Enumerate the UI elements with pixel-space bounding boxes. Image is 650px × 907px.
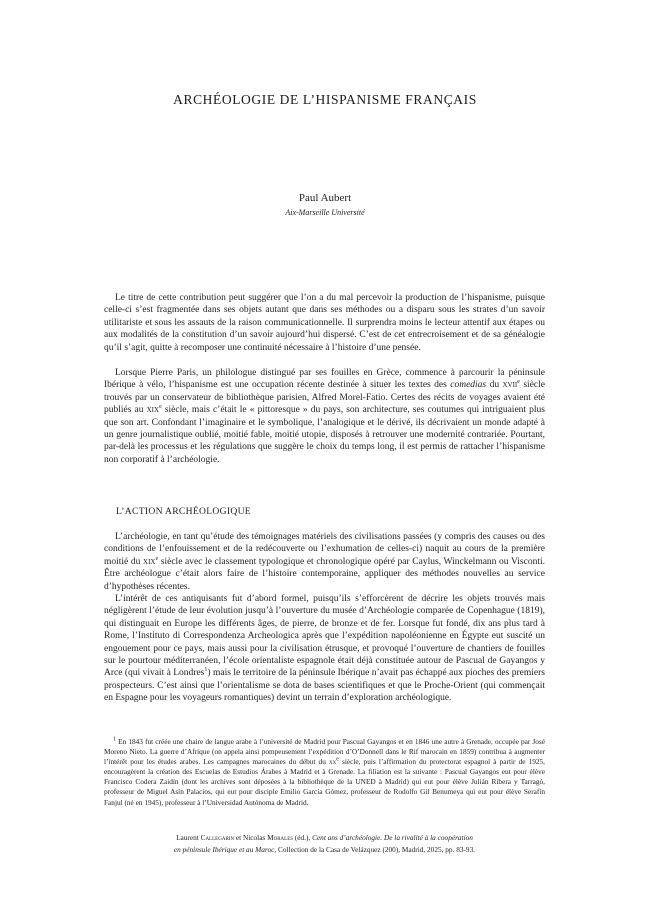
paragraph-1: Le titre de cette contribution peut suggérer que l’on a du mal percevoir la production de l’hispanisme, puisque celle-ci s’est fragmentée dans ses objets autant que dans ses méthodes ou a disparu sous les strates d’un savoir utilitariste et sous les assauts de la raison communicationnelle. Il surprendra moins le lecteur attentif aux étapes ou aux modalités de la constitution d’un savoir aujourd’hui dispersé. C’est de cet entrecroisement et de sa généalogie qu’il s’agit, quitte à recomposer une continuité nécessaire à l’histoire d’une pensée. [104,293,545,353]
book-citation [104,832,545,856]
author-affiliation: Aix-Marseille Université [285,208,365,217]
superscript: e [159,404,162,411]
book-title: Cent ans d’archéologie. De la rivalité à la coopération [312,833,473,842]
text-run: du [486,380,503,391]
footnote-ref[interactable]: 1 [204,667,208,674]
book-title: en péninsule Ibérique et au Maroc [173,845,275,854]
editor-name: Callegarin [200,833,235,842]
text-run: siècle trouvés par un conservateur de bibliothèque parisien, Alfred Morel-Fatio. Certes des récits de voyages avaient été publiés au [104,380,545,416]
editor-name: Morales [267,833,294,842]
italic-term: comedias [450,380,487,391]
superscript: e [517,379,520,386]
footnotes [104,737,545,808]
superscript: e [155,555,159,562]
text-run: L’archéologie, en tant qu’étude des témoignages matériels des civilisations passées (y compris des causes ou des conditions de l’enfouissement et de la redécouverte ou l’exhumation de celles-ci) naquit au cours de la première moitié du [104,532,545,567]
century-numeral: xix [143,556,156,567]
article-title: ARCHÉOLOGIE DE L’HISPANISME FRANÇAIS [173,92,477,107]
text-run: siècle, puis l’affirmation du protectorat espagnol à partir de 1925, encouragèrent la création des Escuelas de Estudios Árabes à Madrid et à Grenade. La filiation est la suivante : Pascual Gayangos eut pour élève Francisco Codera Zaidín (dont les archives sont déposées à la bibliothèque de la UNED à Madrid) qui eut pour élève Julián Ribera y Tarragó, professeur de Miguel Asín Palacios, qui eut pour disciple Emilio García Gómez, professeur de Rodolfo Gil Benumeya qui eut pour élève Serafín Fanjul (né en 1945), professeur à l’Universidad Autónoma de Madrid. [104,757,545,807]
text-run: siècle avec le classement typologique et chronologique opéré par Caylus, Winckelmann ou Visconti. Être archéologue c’était alors faire de l’histoire contemporaine, appliquer des méthodes nouvelles au service d’hypothèses récentes. [104,556,545,592]
footnote-number: 1 [113,736,116,743]
text-run: ) mais le territoire de la péninsule Ibérique n’avait pas échappé aux pioches des premiers prospecteurs. C’est ainsi que l’orientalisme se dota de bases scientifiques et que le Proche-Orient (qui commençait en Espagne pour les voyageurs romantiques) devint un terrain d’exploration archéologique. [104,668,545,704]
paragraph-antiquisants [104,593,545,705]
footnote-1 [104,737,545,808]
text-run: , Collection de la Casa de Velázquez (200), Madrid, 2025, pp. 83-93. [274,845,476,854]
paragraph-intro [104,292,545,354]
text-run: En 1843 fut créée une chaire de langue arabe à l’université de Madrid pour Pascual Gayangos et en 1846 une autre à Grenade, occupée par José Moreno Nieto. La guerre d’Afrique (on appela ainsi pompeusement l’expédition d’O’Donnell dans le Rif marocain en 1859) contribua à augmenter l’intérêt pour les études arabes. Les campagnes marocaines du début du [104,737,545,767]
text-run: (éd.), [293,833,313,842]
paragraph-3 [104,531,545,593]
superscript: e [336,756,339,763]
text-run: L’intérêt de ces antiquisants fut d’abord formel, puisqu’ils s’efforcèrent de décrire les objets trouvés mais négligèrent l’étude de leur évolution jusqu’à l’ouverture du musée d’Archéologie comparée de Copenhague (1819), qui distinguait en Europe les différents âges, de pierre, de bronze et de fer. Lorsque fut fondé, dix ans plus tard à Rome, l’Instituto di Correspondenza Archeologica après que l’expédition napoléonienne en Égypte eut suscité un engouement pour ce pays, mais aussi pour la civilisation étrusque, et provoqué l’ouverture de chantiers de fouilles sur le pourtour méditerranéen, l’école orientaliste espagnole était déjà constituée autour de Pascual de Gayangos y Arce (qui vivait à Londres [104,594,545,679]
paragraph-2 [104,367,545,466]
text-run: et Nicolas [234,833,268,842]
paragraph-4 [104,593,545,705]
text-run: siècle, mais c’était le « pittoresque » du pays, son architecture, ses coutumes qui intriguaient plus que son art. Confondant l’imaginaire et le symbolique, l’analogique et le dérivé, ils décrivaient un monde adapté à un genre journalistique oublié, moitié fable, moitié utopie, disposés à retrouver une modernité contrariée. Pourtant, par-delà les processus et les régulations que suggère le choix du temps long, il est permis de rattacher l’hispanisme non corporatif à l’archéologie. [104,405,545,465]
century-numeral: xvii [502,380,518,391]
text-run: Laurent [176,833,201,842]
century-numeral: xx [328,757,337,767]
paragraph-pierre-paris [104,367,545,466]
paragraph-archeologie [104,531,545,593]
century-numeral: xix [146,405,160,416]
text-run: Lorsque Pierre Paris, un philologue distingué par ses fouilles en Grèce, commence à parcourir la péninsule Ibérique à vélo, l’hispanisme est une occupation récente destinée à situer les textes des [104,368,545,391]
section-heading: L’ACTION ARCHÉOLOGIQUE [116,506,251,517]
author-name: Paul Aubert [298,192,352,204]
